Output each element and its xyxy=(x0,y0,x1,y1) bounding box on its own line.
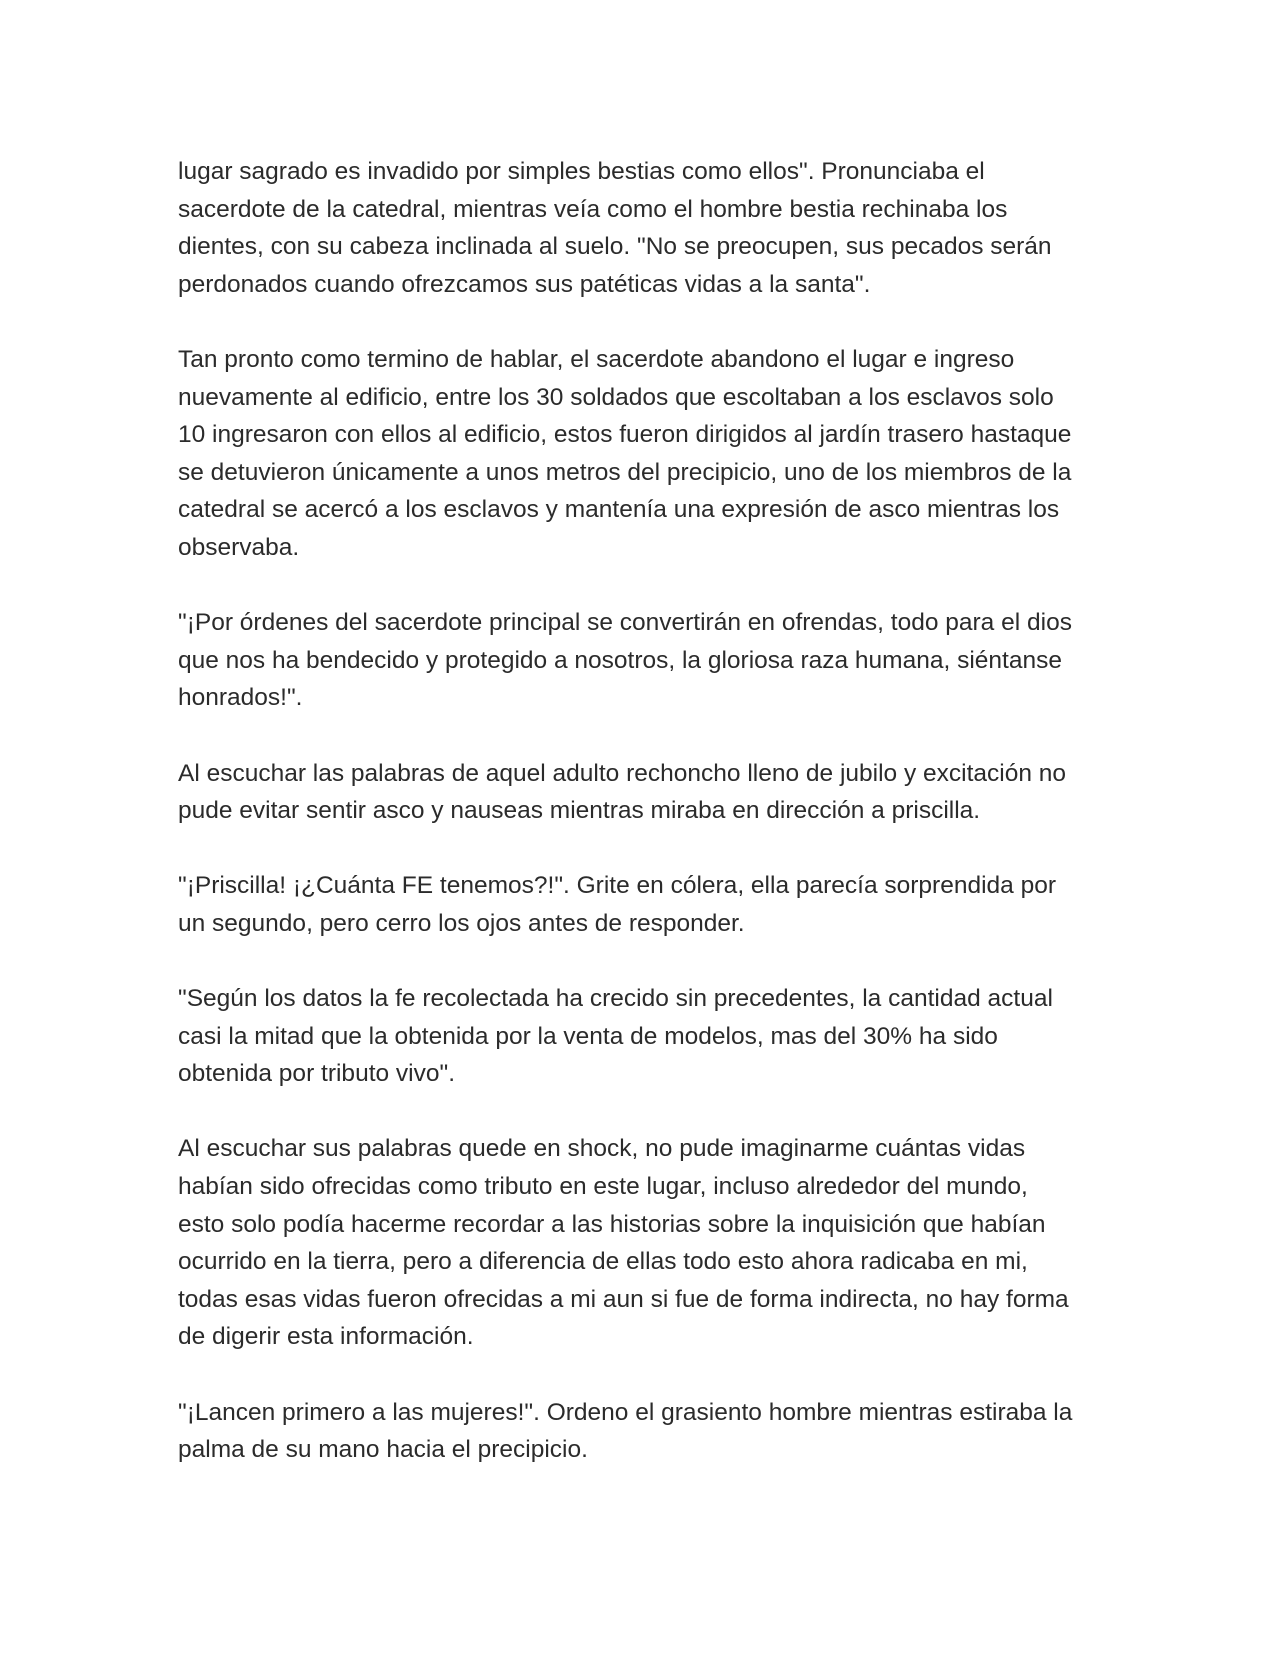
text-line: casi la mitad que la obtenida por la venta de modelos, mas del 30% ha sido xyxy=(178,1022,998,1050)
text-line: perdonados cuando ofrezcamos sus patéticas vidas a la santa". xyxy=(178,270,871,298)
text-line: sacerdote de la catedral, mientras veía como el hombre bestia rechinaba los xyxy=(178,195,1008,223)
paragraph xyxy=(178,755,1108,830)
text-line: "¡Por órdenes del sacerdote principal se convertirán en ofrendas, todo para el dios xyxy=(178,609,1072,637)
text-line: que nos ha bendecido y protegido a nosotros, la gloriosa raza humana, siéntanse xyxy=(178,646,1062,674)
text-line: nuevamente al edificio, entre los 30 soldados que escoltaban a los esclavos solo xyxy=(178,383,1054,411)
paragraph xyxy=(178,604,1108,717)
text-line: ocurrido en la tierra, pero a diferencia de ellas todo esto ahora radicaba en mi, xyxy=(178,1248,1028,1276)
text-line: catedral se acercó a los esclavos y mantenía una expresión de asco mientras los xyxy=(178,496,1060,524)
paragraph xyxy=(178,980,1108,1093)
text-line: observaba. xyxy=(178,533,300,561)
text-line: Al escuchar las palabras de aquel adulto rechoncho lleno de jubilo y excitación no xyxy=(178,759,1067,787)
text-line: Al escuchar sus palabras quede en shock, no pude imaginarme cuántas vidas xyxy=(178,1135,1026,1163)
paragraph xyxy=(178,1394,1108,1469)
text-line: palma de su mano hacia el precipicio. xyxy=(178,1436,588,1464)
text-line: "Según los datos la fe recolectada ha crecido sin precedentes, la cantidad actual xyxy=(178,985,1053,1013)
text-line: todas esas vidas fueron ofrecidas a mi aun si fue de forma indirecta, no hay forma xyxy=(178,1285,1069,1313)
text-line: lugar sagrado es invadido por simples bestias como ellos". Pronunciaba el xyxy=(178,158,985,185)
paragraph xyxy=(178,1130,1108,1356)
paragraph xyxy=(178,341,1108,567)
paragraph xyxy=(178,867,1108,942)
text-line: pude evitar sentir asco y nauseas mientras miraba en dirección a priscilla. xyxy=(178,797,981,825)
text-line: esto solo podía hacerme recordar a las historias sobre la inquisición que habían xyxy=(178,1210,1046,1238)
paragraph xyxy=(178,153,1108,303)
text-line: 10 ingresaron con ellos al edificio, estos fueron dirigidos al jardín trasero hastaque xyxy=(178,421,1072,449)
text-line: honrados!". xyxy=(178,684,303,712)
text-line: "¡Priscilla! ¡¿Cuánta FE tenemos?!". Grite en cólera, ella parecía sorprendida por xyxy=(178,872,1057,900)
text-line: se detuvieron únicamente a unos metros del precipicio, uno de los miembros de la xyxy=(178,458,1072,486)
text-line: obtenida por tributo vivo". xyxy=(178,1060,456,1088)
text-line: dientes, con su cabeza inclinada al suelo. "No se preocupen, sus pecados serán xyxy=(178,233,1052,261)
document-body xyxy=(178,153,1108,1506)
text-line: Tan pronto como termino de hablar, el sacerdote abandono el lugar e ingreso xyxy=(178,345,1015,373)
text-line: "¡Lancen primero a las mujeres!". Ordeno el grasiento hombre mientras estiraba la xyxy=(178,1398,1073,1426)
text-line: de digerir esta información. xyxy=(178,1323,474,1351)
text-line: habían sido ofrecidas como tributo en este lugar, incluso alrededor del mundo, xyxy=(178,1173,1028,1201)
text-line: un segundo, pero cerro los ojos antes de responder. xyxy=(178,909,745,937)
